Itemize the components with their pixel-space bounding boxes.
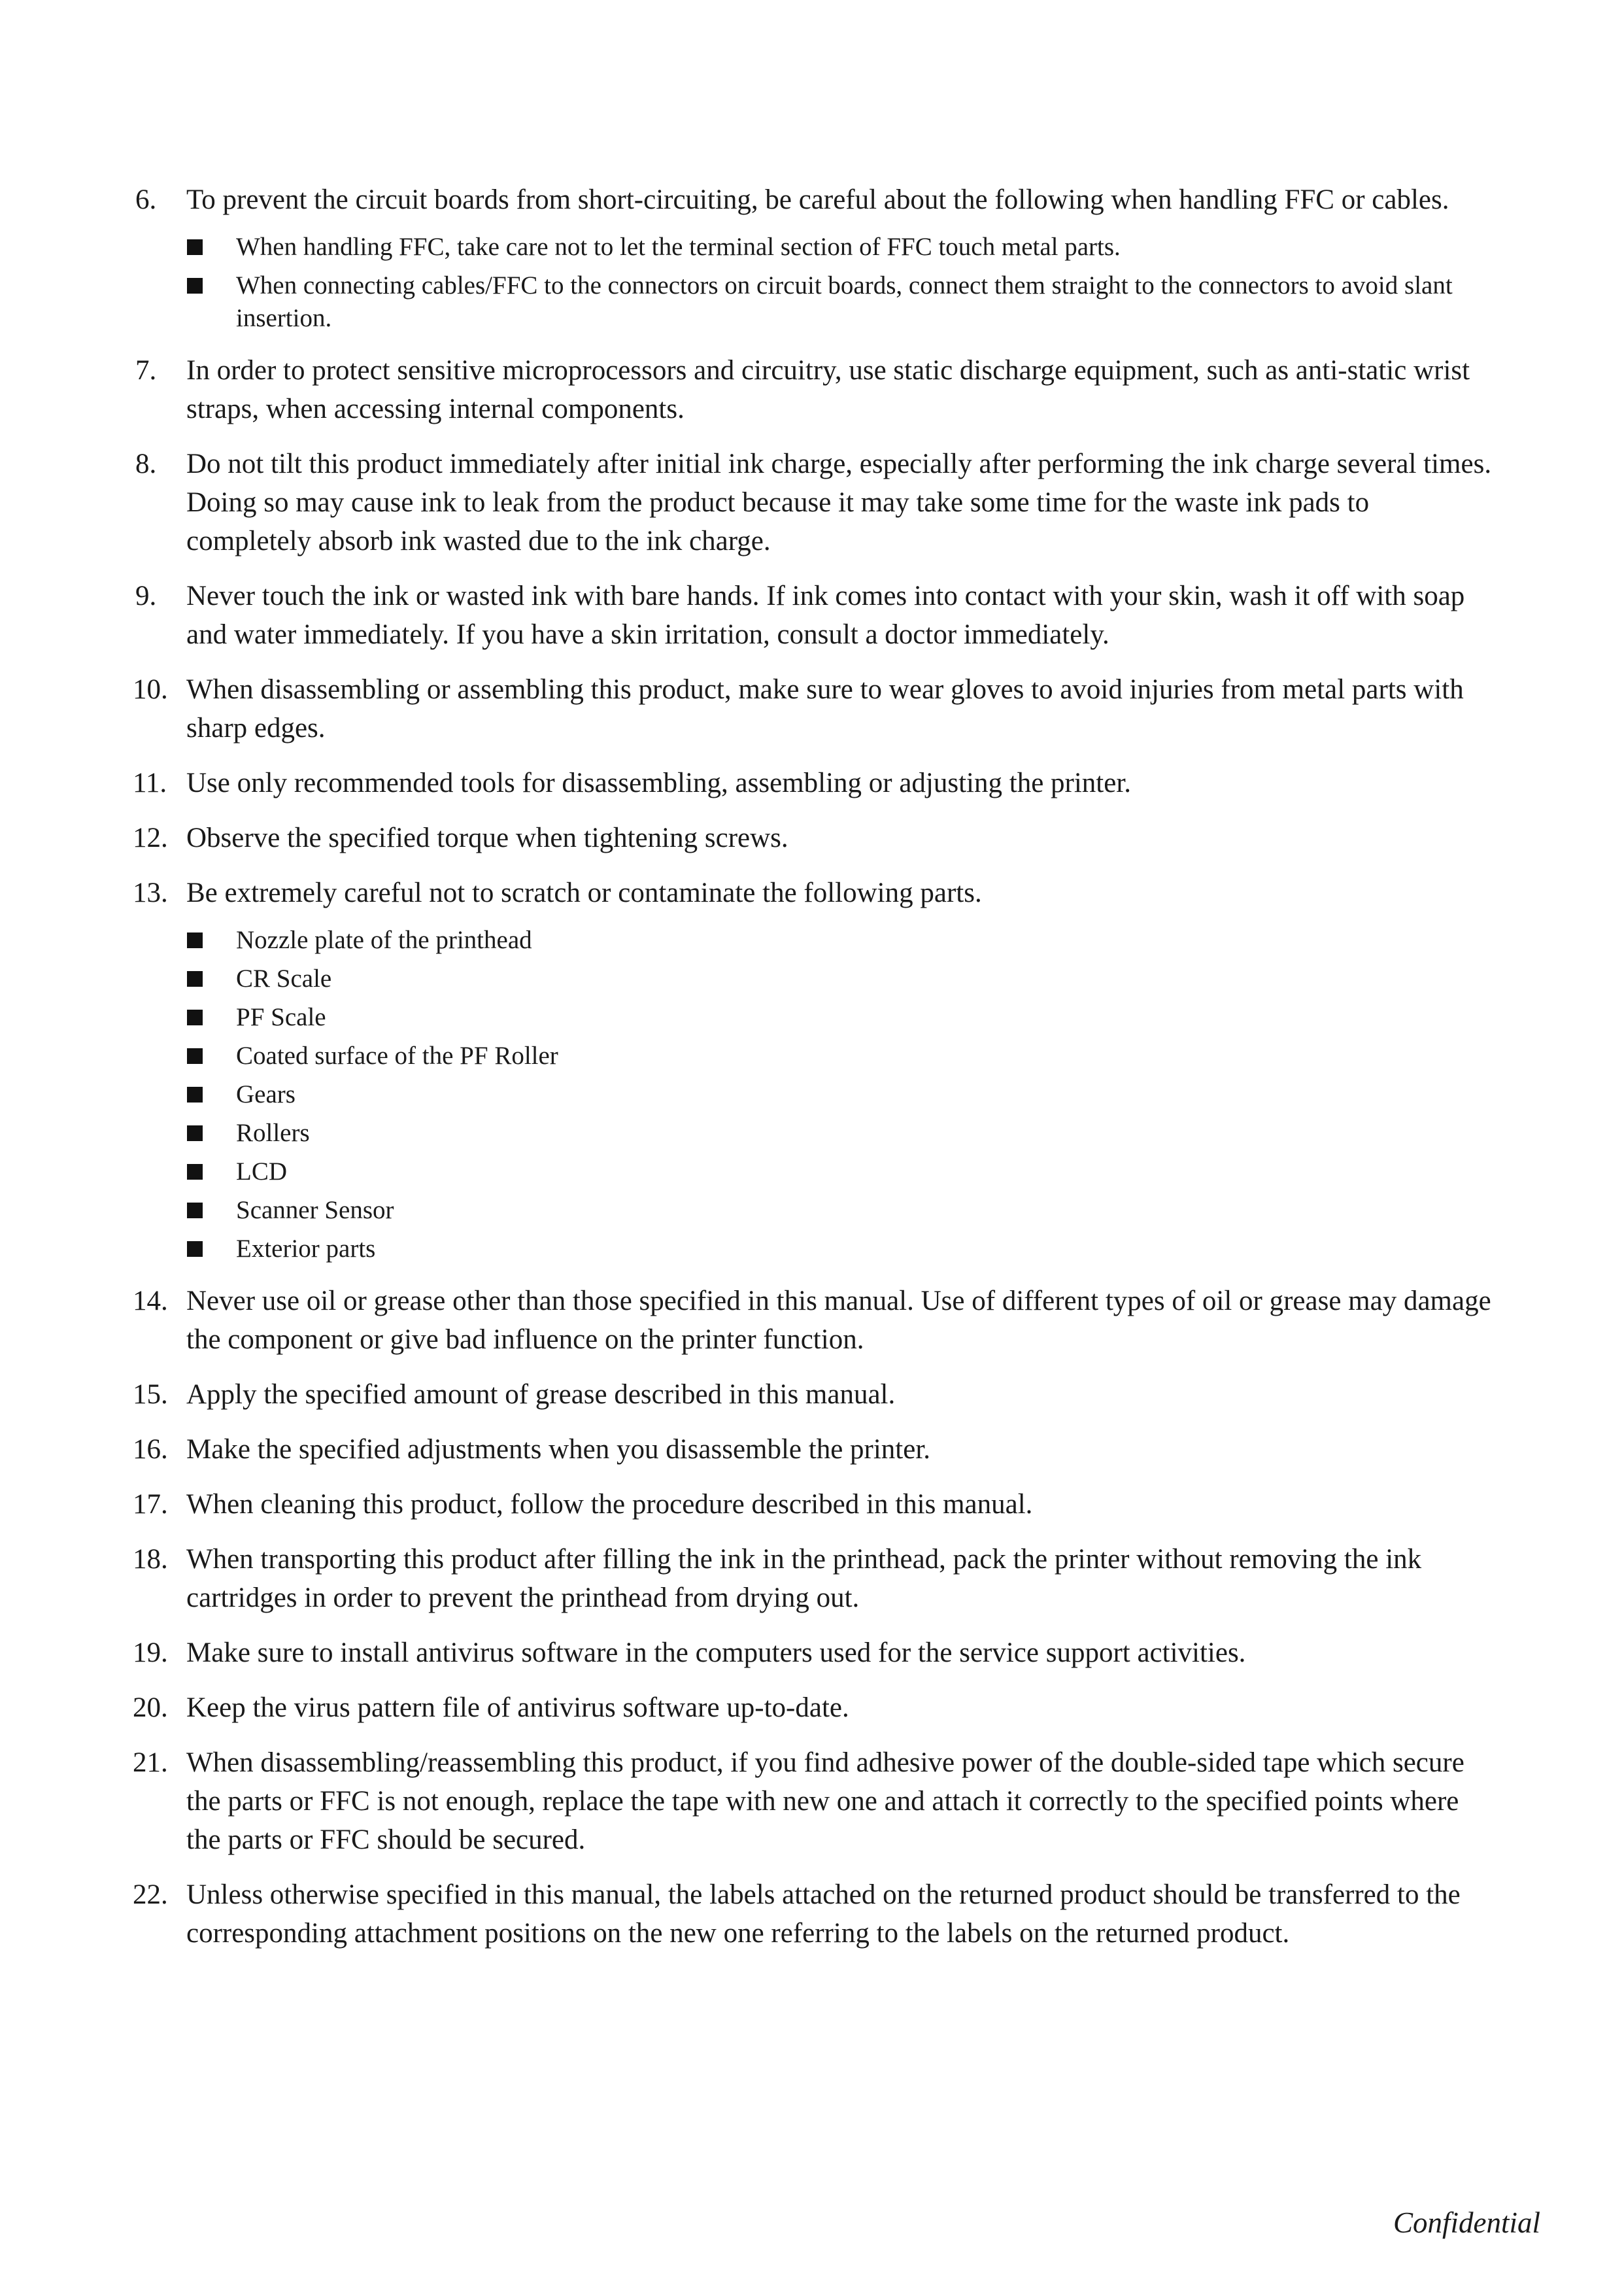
sub-item [186,924,1495,957]
sub-item-text: PF Scale [236,1003,326,1031]
confidential-footer: Confidential [1393,2206,1540,2239]
item-number: 14. [133,1286,168,1316]
square-bullet-icon [187,239,203,255]
item-number: 19. [133,1637,168,1668]
list-item [135,1633,1495,1672]
list-item [135,180,1495,335]
item-number: 9. [135,581,157,611]
square-bullet-icon [187,278,203,294]
item-text: When disassembling/reassembling this product, if you find adhesive power of the double-sided tape which secure the parts or FFC is not enough, replace the tape with new one and attach it correctly to the specified points where the parts or FFC should be secured. [186,1747,1464,1855]
sub-item [186,1040,1495,1072]
precautions-list [135,180,1495,1969]
list-item [135,1743,1495,1859]
sub-item [186,1078,1495,1111]
sub-item-text: Exterior parts [236,1235,376,1263]
list-item [135,1875,1495,1953]
sub-item-text: LCD [236,1157,287,1186]
sub-item-text: CR Scale [236,965,332,993]
item-text: When disassembling or assembling this product, make sure to wear gloves to avoid injuries from metal parts with sharp edges. [186,674,1464,744]
square-bullet-icon [187,971,203,987]
sub-item [186,963,1495,995]
list-item [135,445,1495,560]
item-text: Never use oil or grease other than those specified in this manual. Use of different types of oil or grease may damage the component or give bad influence on the printer function. [186,1286,1491,1355]
list-item [135,819,1495,857]
list-item [135,1688,1495,1727]
item-number: 8. [135,449,157,479]
sub-item-text: Rollers [236,1119,310,1147]
square-bullet-icon [187,1241,203,1257]
sub-list [186,231,1495,335]
item-text: Never touch the ink or wasted ink with bare hands. If ink comes into contact with your skin, wash it off with soap and water immediately. If you have a skin irritation, consult a doctor immediately. [186,581,1465,650]
item-text: Make sure to install antivirus software in the computers used for the service support activities. [186,1637,1246,1668]
sub-item-text: When connecting cables/FFC to the connectors on circuit boards, connect them straight to the connectors to avoid slant insertion. [236,271,1453,332]
list-item [135,351,1495,428]
list-item [135,1485,1495,1524]
sub-item [186,1194,1495,1227]
sub-item-text: Gears [236,1080,296,1108]
square-bullet-icon [187,932,203,948]
sub-item [186,1001,1495,1034]
item-text: Observe the specified torque when tightening screws. [186,823,788,853]
square-bullet-icon [187,1048,203,1064]
item-number: 17. [133,1489,168,1520]
item-text: In order to protect sensitive microprocessors and circuitry, use static discharge equipment, such as anti-static wrist straps, when accessing internal components. [186,355,1470,424]
item-text: Make the specified adjustments when you disassemble the printer. [186,1434,931,1465]
square-bullet-icon [187,1203,203,1218]
sub-item-text: Scanner Sensor [236,1196,394,1224]
sub-item [186,269,1495,335]
list-item [135,764,1495,802]
item-number: 21. [133,1747,168,1778]
item-text: Be extremely careful not to scratch or contaminate the following parts. [186,878,982,908]
item-text: When transporting this product after filling the ink in the printhead, pack the printer without removing the ink cartridges in order to prevent the printhead from drying out. [186,1544,1422,1613]
item-text: Unless otherwise specified in this manual, the labels attached on the returned product should be transferred to the corresponding attachment positions on the new one referring to the labels on the returned product. [186,1879,1461,1949]
sub-item [186,1117,1495,1150]
list-item [135,1375,1495,1414]
item-number: 16. [133,1434,168,1465]
item-number: 22. [133,1879,168,1910]
item-number: 12. [133,823,168,853]
sub-item [186,1155,1495,1188]
item-number: 10. [133,674,168,705]
item-number: 13. [133,878,168,908]
item-text: Keep the virus pattern file of antivirus software up-to-date. [186,1692,849,1723]
square-bullet-icon [187,1164,203,1180]
list-item [135,577,1495,654]
item-text: Use only recommended tools for disassembling, assembling or adjusting the printer. [186,768,1132,798]
item-number: 18. [133,1544,168,1575]
list-item [135,1540,1495,1617]
item-text: When cleaning this product, follow the procedure described in this manual. [186,1489,1033,1520]
list-item [135,670,1495,747]
item-text: To prevent the circuit boards from short-circuiting, be careful about the following when handling FFC or cables. [186,184,1449,215]
list-item [135,1430,1495,1469]
sub-item-text: Coated surface of the PF Roller [236,1042,558,1070]
sub-list [186,924,1495,1265]
sub-item-text: Nozzle plate of the printhead [236,926,532,954]
sub-item [186,231,1495,264]
list-item [135,1282,1495,1359]
item-number: 7. [135,355,157,386]
item-number: 11. [133,768,167,798]
list-item [135,874,1495,1265]
square-bullet-icon [187,1125,203,1141]
item-number: 6. [135,184,157,215]
square-bullet-icon [187,1010,203,1025]
item-number: 20. [133,1692,168,1723]
item-text: Do not tilt this product immediately after initial ink charge, especially after performing the ink charge several times. Doing so may cause ink to leak from the product because it may take some time for the waste ink pads to completely absorb ink wasted due to the ink charge. [186,449,1492,556]
item-text: Apply the specified amount of grease described in this manual. [186,1379,896,1410]
square-bullet-icon [187,1087,203,1103]
sub-item [186,1233,1495,1265]
sub-item-text: When handling FFC, take care not to let the terminal section of FFC touch metal parts. [236,233,1121,261]
item-number: 15. [133,1379,168,1410]
